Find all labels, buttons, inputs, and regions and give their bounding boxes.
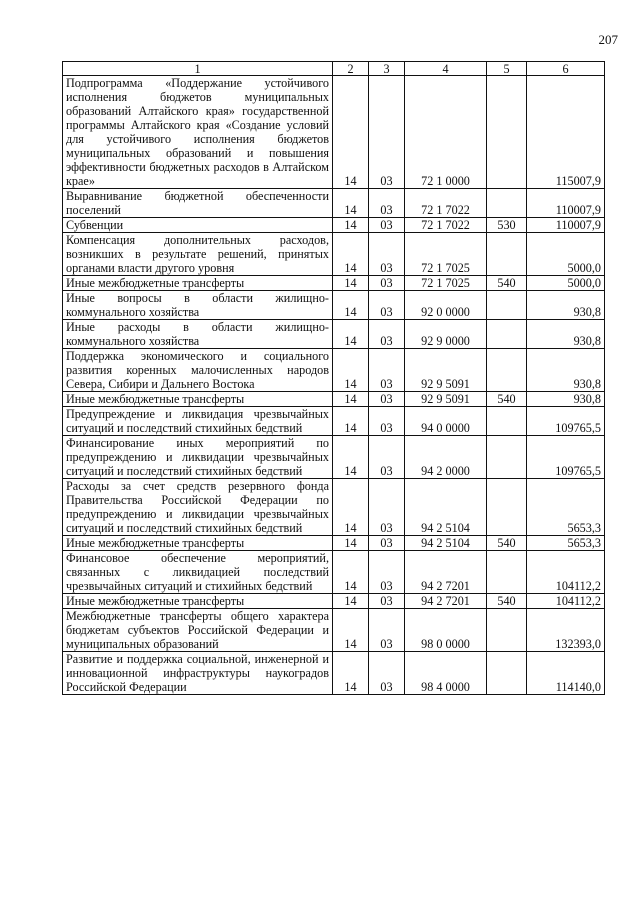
expense-type-cell [487, 652, 527, 695]
table-row [63, 609, 605, 652]
subsection-code-cell: 03 [369, 407, 405, 436]
expense-name-cell: Иные межбюджетные трансферты [63, 594, 333, 609]
table-row [63, 349, 605, 392]
section-code-cell: 14 [333, 349, 369, 392]
target-article-cell: 72 1 7025 [405, 276, 487, 291]
subsection-code-cell: 03 [369, 276, 405, 291]
expense-type-cell [487, 609, 527, 652]
table-row [63, 76, 605, 189]
table-row [63, 320, 605, 349]
expense-type-cell [487, 407, 527, 436]
table-row [63, 479, 605, 536]
table-row [63, 276, 605, 291]
target-article-cell: 98 4 0000 [405, 652, 487, 695]
section-code-cell: 14 [333, 276, 369, 291]
expense-name-cell: Поддержка экономического и социального развития коренных малочисленных народов Севера, Сибири и Дальнего Востока [63, 349, 333, 392]
amount-cell: 110007,9 [527, 218, 605, 233]
subsection-code-cell: 03 [369, 349, 405, 392]
expense-type-cell: 540 [487, 594, 527, 609]
amount-cell: 104112,2 [527, 594, 605, 609]
amount-cell: 930,8 [527, 291, 605, 320]
page-number: 207 [598, 32, 618, 47]
amount-cell: 5000,0 [527, 233, 605, 276]
column-header-6: 6 [527, 62, 605, 76]
section-code-cell: 14 [333, 436, 369, 479]
expense-type-cell: 540 [487, 392, 527, 407]
budget-table [62, 61, 605, 695]
expense-type-cell [487, 551, 527, 594]
subsection-code-cell: 03 [369, 594, 405, 609]
target-article-cell: 72 1 7022 [405, 218, 487, 233]
table-row [63, 536, 605, 551]
amount-cell: 5653,3 [527, 479, 605, 536]
column-header-2: 2 [333, 62, 369, 76]
subsection-code-cell: 03 [369, 291, 405, 320]
expense-type-cell: 540 [487, 276, 527, 291]
expense-name-cell: Расходы за счет средств резервного фонда Правительства Российской Федерации по предупреждению и ликвидации чрезвычайных ситуаций и последствий стихийных бедствий [63, 479, 333, 536]
section-code-cell: 14 [333, 233, 369, 276]
subsection-code-cell: 03 [369, 436, 405, 479]
expense-type-cell: 540 [487, 536, 527, 551]
section-code-cell: 14 [333, 218, 369, 233]
amount-cell: 5653,3 [527, 536, 605, 551]
amount-cell: 930,8 [527, 349, 605, 392]
column-header-3: 3 [369, 62, 405, 76]
amount-cell: 930,8 [527, 392, 605, 407]
section-code-cell: 14 [333, 479, 369, 536]
section-code-cell: 14 [333, 594, 369, 609]
expense-type-cell [487, 189, 527, 218]
table-row [63, 436, 605, 479]
target-article-cell: 92 0 0000 [405, 291, 487, 320]
amount-cell: 132393,0 [527, 609, 605, 652]
target-article-cell: 92 9 5091 [405, 392, 487, 407]
expense-type-cell [487, 233, 527, 276]
amount-cell: 114140,0 [527, 652, 605, 695]
subsection-code-cell: 03 [369, 320, 405, 349]
amount-cell: 109765,5 [527, 407, 605, 436]
subsection-code-cell: 03 [369, 392, 405, 407]
section-code-cell: 14 [333, 652, 369, 695]
expense-type-cell: 530 [487, 218, 527, 233]
table-row [63, 407, 605, 436]
expense-type-cell [487, 76, 527, 189]
subsection-code-cell: 03 [369, 609, 405, 652]
table-row [63, 594, 605, 609]
subsection-code-cell: 03 [369, 233, 405, 276]
column-header-4: 4 [405, 62, 487, 76]
expense-type-cell [487, 479, 527, 536]
expense-type-cell [487, 320, 527, 349]
expense-name-cell: Финансовое обеспечение мероприятий, связанных с ликвидацией последствий чрезвычайных ситуаций и стихийных бедствий [63, 551, 333, 594]
expense-name-cell: Субвенции [63, 218, 333, 233]
table-body [63, 76, 605, 695]
subsection-code-cell: 03 [369, 479, 405, 536]
target-article-cell: 72 1 7025 [405, 233, 487, 276]
expense-name-cell: Иные межбюджетные трансферты [63, 536, 333, 551]
expense-type-cell [487, 291, 527, 320]
expense-name-cell: Межбюджетные трансферты общего характера бюджетам субъектов Российской Федерации и муниципальных образований [63, 609, 333, 652]
subsection-code-cell: 03 [369, 76, 405, 189]
table-row [63, 189, 605, 218]
expense-name-cell: Иные межбюджетные трансферты [63, 392, 333, 407]
expense-type-cell [487, 436, 527, 479]
table-row [63, 551, 605, 594]
expense-name-cell: Иные расходы в области жилищно-коммунального хозяйства [63, 320, 333, 349]
column-header-1: 1 [63, 62, 333, 76]
table-row [63, 291, 605, 320]
table-row [63, 652, 605, 695]
section-code-cell: 14 [333, 320, 369, 349]
expense-name-cell: Финансирование иных мероприятий по предупреждению и ликвидации чрезвычайных ситуаций и последствий стихийных бедствий [63, 436, 333, 479]
subsection-code-cell: 03 [369, 652, 405, 695]
column-header-5: 5 [487, 62, 527, 76]
amount-cell: 115007,9 [527, 76, 605, 189]
target-article-cell: 92 9 5091 [405, 349, 487, 392]
table-row [63, 233, 605, 276]
target-article-cell: 94 2 0000 [405, 436, 487, 479]
subsection-code-cell: 03 [369, 536, 405, 551]
target-article-cell: 94 2 7201 [405, 594, 487, 609]
section-code-cell: 14 [333, 536, 369, 551]
section-code-cell: 14 [333, 291, 369, 320]
expense-name-cell: Предупреждение и ликвидация чрезвычайных ситуаций и последствий стихийных бедствий [63, 407, 333, 436]
target-article-cell: 72 1 7022 [405, 189, 487, 218]
target-article-cell: 92 9 0000 [405, 320, 487, 349]
target-article-cell: 94 2 5104 [405, 536, 487, 551]
table-row [63, 392, 605, 407]
amount-cell: 110007,9 [527, 189, 605, 218]
target-article-cell: 94 2 5104 [405, 479, 487, 536]
subsection-code-cell: 03 [369, 218, 405, 233]
target-article-cell: 72 1 0000 [405, 76, 487, 189]
table-header-row [63, 62, 605, 76]
expense-name-cell: Подпрограмма «Поддержание устойчивого исполнения бюджетов муниципальных образований Алтайского края» государственной программы Алтайского края «Создание условий для устойчивого исполнения бюджетов муниципальных образований и повышения эффективности бюджетных расходов в Алтайском крае» [63, 76, 333, 189]
section-code-cell: 14 [333, 551, 369, 594]
target-article-cell: 94 0 0000 [405, 407, 487, 436]
section-code-cell: 14 [333, 407, 369, 436]
amount-cell: 5000,0 [527, 276, 605, 291]
expense-name-cell: Иные вопросы в области жилищно-коммунального хозяйства [63, 291, 333, 320]
expense-name-cell: Выравнивание бюджетной обеспеченности поселений [63, 189, 333, 218]
amount-cell: 109765,5 [527, 436, 605, 479]
expense-name-cell: Компенсация дополнительных расходов, возникших в результате решений, принятых органами власти другого уровня [63, 233, 333, 276]
section-code-cell: 14 [333, 609, 369, 652]
expense-name-cell: Развитие и поддержка социальной, инженерной и инновационной инфраструктуры наукоградов Российской Федерации [63, 652, 333, 695]
section-code-cell: 14 [333, 392, 369, 407]
table-row [63, 218, 605, 233]
expense-name-cell: Иные межбюджетные трансферты [63, 276, 333, 291]
section-code-cell: 14 [333, 189, 369, 218]
expense-type-cell [487, 349, 527, 392]
subsection-code-cell: 03 [369, 189, 405, 218]
amount-cell: 930,8 [527, 320, 605, 349]
target-article-cell: 94 2 7201 [405, 551, 487, 594]
section-code-cell: 14 [333, 76, 369, 189]
amount-cell: 104112,2 [527, 551, 605, 594]
subsection-code-cell: 03 [369, 551, 405, 594]
target-article-cell: 98 0 0000 [405, 609, 487, 652]
